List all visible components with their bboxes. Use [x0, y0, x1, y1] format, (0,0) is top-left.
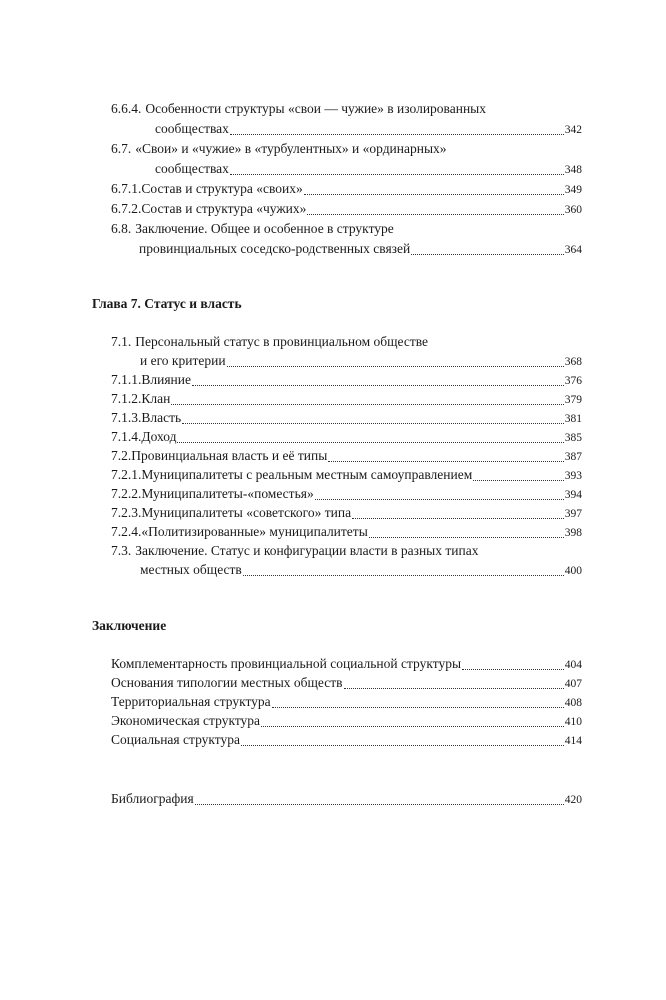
page-number: 385: [564, 432, 582, 444]
toc-entry-7-1-4: [111, 428, 582, 447]
section-title-cont: местных обществ: [140, 562, 242, 577]
section-number: 6.7.1.: [111, 181, 142, 196]
section-number: 7.2.4.: [111, 524, 142, 539]
toc-entry-7-2-3: [111, 504, 582, 523]
section-number: 6.7.: [111, 141, 132, 156]
dot-leader: [192, 385, 564, 386]
page-number: 407: [564, 678, 582, 690]
dot-leader: [462, 669, 564, 670]
page-number: 342: [564, 124, 582, 136]
toc-entry-conclusion-1: [111, 655, 582, 674]
dot-leader: [352, 518, 564, 519]
section-number: 6.7.2.: [111, 201, 142, 216]
dot-leader: [304, 194, 564, 195]
page-number: 364: [564, 244, 582, 256]
page-number: 368: [564, 356, 582, 368]
page-number: 360: [564, 204, 582, 216]
dot-leader: [241, 745, 564, 746]
section-title: Влияние: [141, 372, 191, 387]
section-number: 7.1.1.: [111, 372, 142, 387]
section-title: Муниципалитеты-«поместья»: [141, 486, 314, 501]
section-title: Экономическая структура: [111, 713, 261, 728]
section-number: 7.2.: [111, 448, 132, 463]
toc-entry-7-2-4: [111, 523, 582, 542]
page-number: 400: [564, 565, 582, 577]
chapter-heading: Глава 7. Статус и власть: [92, 296, 242, 311]
section-title: Особенности структуры «свои — чужие» в изолированных: [145, 101, 486, 116]
dot-leader: [230, 174, 564, 175]
dot-leader: [369, 537, 564, 538]
toc-entry-6-7-line2: [155, 160, 582, 179]
toc-entry-7-2-2: [111, 485, 582, 504]
toc-entry-conclusion-3: [111, 693, 582, 712]
section-number: 6.8.: [111, 221, 132, 236]
section-title: Основания типологии местных обществ: [111, 675, 343, 690]
page-number: 349: [564, 184, 582, 196]
page-number: 404: [564, 659, 582, 671]
dot-leader: [182, 423, 564, 424]
page-number: 414: [564, 735, 582, 747]
page-number: 379: [564, 394, 582, 406]
page-number: 398: [564, 527, 582, 539]
dot-leader: [473, 480, 564, 481]
section-title-cont: провинциальных соседско-родственных связей: [139, 241, 411, 256]
page-number: 376: [564, 375, 582, 387]
section-title: Муниципалитеты «советского» типа: [141, 505, 352, 520]
dot-leader: [261, 726, 564, 727]
toc-entry-6-7-1: [111, 180, 582, 199]
toc-entry-7-1-line2: [140, 352, 582, 371]
toc-entry-7-1-2: [111, 390, 582, 409]
section-title: Социальная структура: [111, 732, 240, 747]
toc-entry-conclusion-5: [111, 731, 582, 750]
section-title: Состав и структура «чужих»: [141, 201, 307, 216]
section-title: Власть: [141, 410, 182, 425]
section-number: 7.2.3.: [111, 505, 142, 520]
dot-leader: [344, 688, 564, 689]
section-title: Библиография: [111, 791, 194, 806]
toc-entry-6-8-line2: [139, 240, 582, 259]
section-title: Муниципалитеты с реальным местным самоуправлением: [141, 467, 473, 482]
dot-leader: [195, 804, 564, 805]
dot-leader: [243, 575, 564, 576]
conclusion-heading: Заключение: [92, 618, 167, 633]
toc-entry-7-2-1: [111, 466, 582, 485]
section-title: Заключение. Статус и конфигурации власти в разных типах: [135, 543, 479, 558]
dot-leader: [171, 404, 563, 405]
section-title-cont: и его критерии: [140, 353, 226, 368]
toc-entry-conclusion-2: [111, 674, 582, 693]
page-number: 387: [564, 451, 582, 463]
toc-entry-6-8-line1: [111, 220, 394, 238]
section-number: 7.1.2.: [111, 391, 142, 406]
page-number: 410: [564, 716, 582, 728]
section-title: «Свои» и «чужие» в «турбулентных» и «ординарных»: [135, 141, 447, 156]
toc-entry-7-2: [111, 447, 582, 466]
page-number: 408: [564, 697, 582, 709]
dot-leader: [272, 707, 564, 708]
toc-entry-6-6-4-line1: [111, 100, 486, 118]
section-number: 6.6.4.: [111, 101, 142, 116]
section-title: «Политизированные» муниципалитеты: [141, 524, 368, 539]
section-number: 7.1.3.: [111, 410, 142, 425]
toc-entry-7-1-1: [111, 371, 582, 390]
section-title-cont: сообществах: [155, 161, 229, 176]
dot-leader: [411, 254, 564, 255]
toc-entry-6-7-2: [111, 200, 582, 219]
toc-entry-bibliography: [111, 790, 582, 809]
page-number: 393: [564, 470, 582, 482]
section-number: 7.1.: [111, 334, 132, 349]
dot-leader: [227, 366, 564, 367]
section-title: Состав и структура «своих»: [141, 181, 303, 196]
section-title: Персональный статус в провинциальном обществе: [135, 334, 429, 349]
section-title: Доход: [141, 429, 177, 444]
section-title: Комплементарность провинциальной социальной структуры: [111, 656, 462, 671]
section-number: 7.3.: [111, 543, 132, 558]
page-number: 394: [564, 489, 582, 501]
page-number: 348: [564, 164, 582, 176]
section-number: 7.1.4.: [111, 429, 142, 444]
section-number: 7.2.1.: [111, 467, 142, 482]
toc-entry-6-6-4-line2: [155, 120, 582, 139]
section-title: Клан: [141, 391, 171, 406]
dot-leader: [307, 214, 563, 215]
toc-entry-7-1-3: [111, 409, 582, 428]
section-number: 7.2.2.: [111, 486, 142, 501]
dot-leader: [177, 442, 563, 443]
dot-leader: [230, 134, 564, 135]
toc-entry-7-1-line1: [111, 333, 428, 351]
page-number: 397: [564, 508, 582, 520]
toc-entry-conclusion-4: [111, 712, 582, 731]
toc-entry-7-3-line2: [140, 561, 582, 580]
dot-leader: [315, 499, 564, 500]
toc-entry-6-7-line1: [111, 140, 447, 158]
section-title-cont: сообществах: [155, 121, 229, 136]
dot-leader: [328, 461, 563, 462]
page-number: 420: [564, 794, 582, 806]
toc-entry-7-3-line1: [111, 542, 478, 560]
section-title: Провинциальная власть и её типы: [131, 448, 328, 463]
section-title: Заключение. Общее и особенное в структуре: [135, 221, 394, 236]
section-title: Территориальная структура: [111, 694, 271, 709]
page-number: 381: [564, 413, 582, 425]
